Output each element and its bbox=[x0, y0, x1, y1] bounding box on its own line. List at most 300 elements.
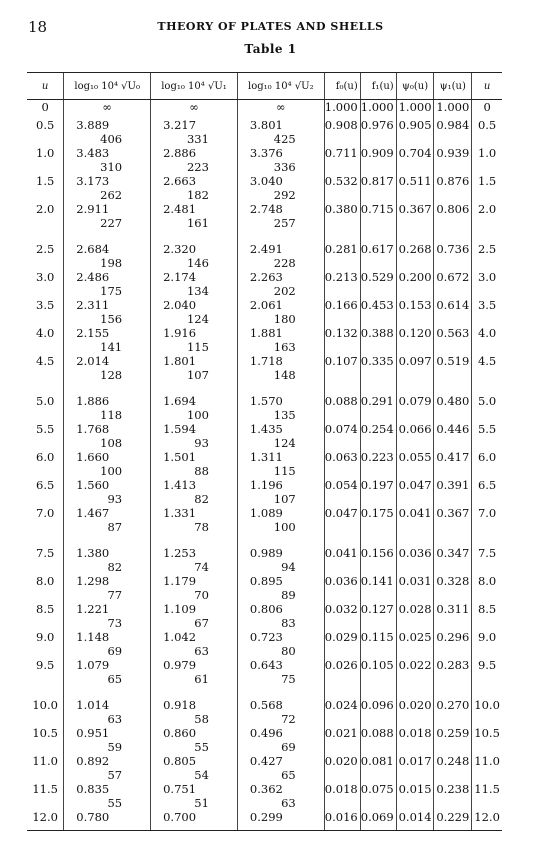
log-value: 3.483 bbox=[76, 146, 110, 160]
cell-u: 5.0 bbox=[36, 394, 55, 408]
cell-psi1: 0.480 bbox=[434, 394, 472, 422]
log-value: 1.570 bbox=[249, 394, 283, 408]
log-difference: 425 bbox=[273, 132, 296, 146]
cell-f1: 0.529 bbox=[360, 270, 396, 298]
cell-log-b bbox=[151, 326, 238, 354]
log-value: 1.413 bbox=[163, 478, 197, 492]
cell-log-c bbox=[237, 574, 324, 602]
cell-psi1: 0.736 bbox=[434, 242, 472, 270]
log-value: 0.568 bbox=[249, 698, 283, 712]
log-value: 0.860 bbox=[163, 726, 197, 740]
log-value: 0.643 bbox=[249, 658, 283, 672]
cell-f1: 0.453 bbox=[360, 298, 396, 326]
cell-u: 1.5 bbox=[36, 174, 55, 188]
cell-log-a bbox=[64, 100, 151, 119]
cell-f0: 0.024 bbox=[324, 698, 360, 726]
log-value: 0.751 bbox=[163, 782, 197, 796]
cell-psi1: 0.259 bbox=[434, 726, 472, 754]
cell-psi1: 0.391 bbox=[434, 478, 472, 506]
cell-f0: 0.047 bbox=[324, 506, 360, 534]
log-difference: 51 bbox=[194, 796, 209, 810]
cell-u: 7.5 bbox=[36, 546, 55, 560]
log-value: 0.979 bbox=[163, 658, 197, 672]
cell-log-c bbox=[237, 202, 324, 230]
cell-log-b bbox=[151, 630, 238, 658]
gap-cell bbox=[27, 534, 64, 546]
log-value: 0.951 bbox=[76, 726, 110, 740]
cell-psi0: 0.018 bbox=[396, 726, 434, 754]
row-group-gap bbox=[27, 534, 502, 546]
cell-f1: 0.075 bbox=[360, 782, 396, 810]
cell-psi0: 1.000 bbox=[396, 100, 434, 119]
cell-log-a bbox=[64, 202, 151, 230]
cell-log-c bbox=[237, 658, 324, 686]
cell-f0: 1.000 bbox=[324, 100, 360, 119]
log-difference: 94 bbox=[281, 560, 296, 574]
cell-u: 1.0 bbox=[36, 146, 55, 160]
log-value: 1.311 bbox=[249, 450, 283, 464]
table-row bbox=[27, 422, 502, 450]
cell-psi1: 0.328 bbox=[434, 574, 472, 602]
cell-u-right: 10.5 bbox=[472, 726, 502, 754]
cell-log-c bbox=[237, 118, 324, 146]
cell-u: 9.5 bbox=[36, 658, 55, 672]
log-difference: 124 bbox=[273, 436, 296, 450]
cell-psi0: 0.200 bbox=[396, 270, 434, 298]
cell-u-right: 4.5 bbox=[472, 354, 502, 382]
cell-log-a bbox=[64, 602, 151, 630]
table-row bbox=[27, 100, 502, 119]
table-row bbox=[27, 270, 502, 298]
cell-u: 3.5 bbox=[36, 298, 55, 312]
gap-cell bbox=[396, 382, 434, 394]
log-difference: 148 bbox=[273, 368, 296, 382]
log-value: 2.491 bbox=[249, 242, 283, 256]
log-difference: 93 bbox=[194, 436, 209, 450]
log-value: 0.892 bbox=[76, 754, 110, 768]
cell-log-c bbox=[237, 602, 324, 630]
cell-log-c bbox=[237, 450, 324, 478]
log-value: 0.895 bbox=[249, 574, 283, 588]
gap-cell bbox=[64, 230, 151, 242]
cell-log-c bbox=[237, 146, 324, 174]
log-difference: 59 bbox=[107, 740, 123, 754]
cell-psi0: 0.120 bbox=[396, 326, 434, 354]
cell-u: 8.0 bbox=[36, 574, 55, 588]
cell-u-right: 1.0 bbox=[472, 146, 502, 174]
cell-psi0: 0.905 bbox=[396, 118, 434, 146]
log-difference: 336 bbox=[273, 160, 296, 174]
cell-log-c bbox=[237, 726, 324, 754]
cell-log-b bbox=[151, 174, 238, 202]
cell-log-b bbox=[151, 450, 238, 478]
log-difference: 141 bbox=[100, 340, 123, 354]
gap-cell bbox=[434, 686, 472, 698]
log-value: 0.918 bbox=[163, 698, 197, 712]
cell-log-b bbox=[151, 202, 238, 230]
gap-cell bbox=[434, 230, 472, 242]
cell-f0: 0.166 bbox=[324, 298, 360, 326]
cell-f1: 0.909 bbox=[360, 146, 396, 174]
cell-psi1: 0.311 bbox=[434, 602, 472, 630]
log-value: 2.663 bbox=[163, 174, 197, 188]
log-value: 0.780 bbox=[76, 810, 110, 824]
gap-cell bbox=[360, 686, 396, 698]
cell-log-a bbox=[64, 658, 151, 686]
cell-psi1: 0.446 bbox=[434, 422, 472, 450]
table-row bbox=[27, 574, 502, 602]
cell-log-a bbox=[64, 394, 151, 422]
cell-log-c bbox=[237, 270, 324, 298]
log-value: 0.723 bbox=[249, 630, 283, 644]
log-difference: 156 bbox=[100, 312, 123, 326]
log-value: 3.173 bbox=[76, 174, 110, 188]
table-row bbox=[27, 146, 502, 174]
table-row bbox=[27, 546, 502, 574]
cell-psi0: 0.511 bbox=[396, 174, 434, 202]
log-value: 1.694 bbox=[163, 394, 197, 408]
log-value: 1.331 bbox=[163, 506, 197, 520]
cell-f1: 0.715 bbox=[360, 202, 396, 230]
cell-f1: 0.291 bbox=[360, 394, 396, 422]
cell-log-b bbox=[151, 146, 238, 174]
log-value: 2.040 bbox=[163, 298, 197, 312]
cell-u: 11.0 bbox=[32, 754, 58, 768]
log-value: 2.174 bbox=[163, 270, 197, 284]
cell-log-b bbox=[151, 394, 238, 422]
cell-u: 2.0 bbox=[36, 202, 55, 216]
cell-log-a bbox=[64, 478, 151, 506]
cell-log-b bbox=[151, 754, 238, 782]
cell-log-a bbox=[64, 270, 151, 298]
log-value: 0.299 bbox=[249, 810, 283, 824]
log-difference: 54 bbox=[194, 768, 209, 782]
cell-psi1: 0.248 bbox=[434, 754, 472, 782]
log-difference: 69 bbox=[107, 644, 123, 658]
data-table-container bbox=[27, 72, 502, 831]
log-value: 3.801 bbox=[249, 118, 283, 132]
cell-log-c bbox=[237, 242, 324, 270]
cell-log-c bbox=[237, 698, 324, 726]
log-difference: 87 bbox=[107, 520, 123, 534]
cell-f1: 0.254 bbox=[360, 422, 396, 450]
cell-f0: 0.281 bbox=[324, 242, 360, 270]
cell-f0: 0.711 bbox=[324, 146, 360, 174]
cell-psi0: 0.047 bbox=[396, 478, 434, 506]
header-f0: f₀(u) bbox=[324, 73, 360, 100]
gap-cell bbox=[237, 686, 324, 698]
cell-log-c bbox=[237, 506, 324, 534]
cell-log-b bbox=[151, 118, 238, 146]
log-value: 1.042 bbox=[163, 630, 197, 644]
table-row bbox=[27, 478, 502, 506]
cell-log-a bbox=[64, 810, 151, 831]
cell-f0: 0.021 bbox=[324, 726, 360, 754]
cell-log-b bbox=[151, 354, 238, 382]
log-difference: 63 bbox=[107, 712, 123, 726]
log-difference: 406 bbox=[100, 132, 123, 146]
log-difference: 88 bbox=[194, 464, 209, 478]
cell-log-b bbox=[151, 658, 238, 686]
log-value: 3.217 bbox=[163, 118, 197, 132]
cell-psi1: 0.614 bbox=[434, 298, 472, 326]
cell-psi0: 0.079 bbox=[396, 394, 434, 422]
log-value: 1.253 bbox=[163, 546, 197, 560]
gap-cell bbox=[237, 382, 324, 394]
log-difference: 257 bbox=[273, 216, 296, 230]
cell-f1: 0.127 bbox=[360, 602, 396, 630]
log-value: 0.700 bbox=[163, 810, 197, 824]
table-row bbox=[27, 354, 502, 382]
table-header-row bbox=[27, 73, 502, 100]
gap-cell bbox=[360, 534, 396, 546]
gap-cell bbox=[396, 230, 434, 242]
log-difference: 58 bbox=[194, 712, 209, 726]
cell-f0: 0.380 bbox=[324, 202, 360, 230]
cell-u: 8.5 bbox=[36, 602, 55, 616]
cell-log-a bbox=[64, 450, 151, 478]
cell-psi1: 0.984 bbox=[434, 118, 472, 146]
log-value: 2.911 bbox=[76, 202, 110, 216]
cell-psi0: 0.017 bbox=[396, 754, 434, 782]
cell-f1: 0.976 bbox=[360, 118, 396, 146]
running-head: THEORY OF PLATES AND SHELLS bbox=[157, 20, 384, 33]
cell-u-right: 8.5 bbox=[472, 602, 502, 630]
cell-f0: 0.036 bbox=[324, 574, 360, 602]
cell-log-a bbox=[64, 422, 151, 450]
log-difference: 78 bbox=[194, 520, 209, 534]
cell-f0: 0.032 bbox=[324, 602, 360, 630]
cell-u-right: 6.0 bbox=[472, 450, 502, 478]
log-value: 1.089 bbox=[249, 506, 283, 520]
cell-psi0: 0.015 bbox=[396, 782, 434, 810]
gap-cell bbox=[237, 534, 324, 546]
header-u: u bbox=[27, 73, 64, 100]
log-value: 3.889 bbox=[76, 118, 110, 132]
cell-u: 10.5 bbox=[32, 726, 58, 740]
gap-cell bbox=[396, 686, 434, 698]
log-value: 1.221 bbox=[76, 602, 110, 616]
cell-psi0: 0.066 bbox=[396, 422, 434, 450]
log-value: 2.014 bbox=[76, 354, 110, 368]
cell-psi1: 0.367 bbox=[434, 506, 472, 534]
cell-u-right: 5.0 bbox=[472, 394, 502, 422]
cell-psi1: 0.939 bbox=[434, 146, 472, 174]
gap-cell bbox=[324, 230, 360, 242]
cell-log-c bbox=[237, 100, 324, 119]
gap-cell bbox=[324, 534, 360, 546]
table-body bbox=[27, 100, 502, 831]
cell-f1: 0.081 bbox=[360, 754, 396, 782]
cell-log-a bbox=[64, 546, 151, 574]
cell-u-right: 5.5 bbox=[472, 422, 502, 450]
table-row bbox=[27, 810, 502, 831]
log-difference: 75 bbox=[281, 672, 296, 686]
log-difference: 202 bbox=[273, 284, 296, 298]
cell-log-b bbox=[151, 782, 238, 810]
cell-log-c bbox=[237, 174, 324, 202]
log-value: 1.881 bbox=[249, 326, 283, 340]
cell-u-right: 11.5 bbox=[472, 782, 502, 810]
log-difference: 93 bbox=[107, 492, 123, 506]
log-difference: 262 bbox=[100, 188, 123, 202]
cell-log-b bbox=[151, 506, 238, 534]
gap-cell bbox=[151, 382, 238, 394]
cell-psi1: 1.000 bbox=[434, 100, 472, 119]
log-value: 1.014 bbox=[76, 698, 110, 712]
cell-f0: 0.063 bbox=[324, 450, 360, 478]
log-difference: 198 bbox=[100, 256, 123, 270]
cell-f1: 0.335 bbox=[360, 354, 396, 382]
log-value: 0.806 bbox=[249, 602, 283, 616]
gap-cell bbox=[434, 534, 472, 546]
cell-u-right: 6.5 bbox=[472, 478, 502, 506]
cell-f0: 0.908 bbox=[324, 118, 360, 146]
log-difference: 223 bbox=[186, 160, 209, 174]
log-value: 2.320 bbox=[163, 242, 197, 256]
cell-psi1: 0.296 bbox=[434, 630, 472, 658]
cell-psi0: 0.041 bbox=[396, 506, 434, 534]
log-difference: 108 bbox=[100, 436, 123, 450]
log-value: 1.196 bbox=[249, 478, 283, 492]
log-difference: 331 bbox=[186, 132, 209, 146]
log-difference: 115 bbox=[186, 340, 209, 354]
cell-log-a bbox=[64, 298, 151, 326]
gap-cell bbox=[434, 382, 472, 394]
cell-psi1: 0.672 bbox=[434, 270, 472, 298]
log-value: 0.805 bbox=[163, 754, 197, 768]
log-value: 2.886 bbox=[163, 146, 197, 160]
log-value: 2.061 bbox=[249, 298, 283, 312]
log-difference: 100 bbox=[100, 464, 123, 478]
cell-u-right: 3.0 bbox=[472, 270, 502, 298]
header-psi1: ψ₁(u) bbox=[434, 73, 472, 100]
gap-cell bbox=[64, 534, 151, 546]
cell-psi0: 0.097 bbox=[396, 354, 434, 382]
cell-psi0: 0.020 bbox=[396, 698, 434, 726]
cell-u-right: 8.0 bbox=[472, 574, 502, 602]
cell-log-c bbox=[237, 546, 324, 574]
cell-log-b bbox=[151, 298, 238, 326]
cell-u: 6.0 bbox=[36, 450, 55, 464]
log-value: 1.768 bbox=[76, 422, 110, 436]
cell-log-b bbox=[151, 422, 238, 450]
gap-cell bbox=[27, 686, 64, 698]
cell-log-b bbox=[151, 698, 238, 726]
cell-u: 0 bbox=[41, 100, 49, 114]
cell-u-right: 9.0 bbox=[472, 630, 502, 658]
log-value: 1.916 bbox=[163, 326, 197, 340]
cell-psi0: 0.367 bbox=[396, 202, 434, 230]
cell-f0: 0.026 bbox=[324, 658, 360, 686]
log-difference: 83 bbox=[281, 616, 296, 630]
table-row bbox=[27, 602, 502, 630]
log-value: 1.594 bbox=[163, 422, 197, 436]
log-difference: 63 bbox=[281, 796, 296, 810]
log-difference: 146 bbox=[186, 256, 209, 270]
log-difference: 82 bbox=[107, 560, 123, 574]
gap-cell bbox=[151, 534, 238, 546]
log-difference: 292 bbox=[273, 188, 296, 202]
gap-cell bbox=[151, 230, 238, 242]
log-value: 1.179 bbox=[163, 574, 197, 588]
log-value: 0.362 bbox=[249, 782, 283, 796]
log-difference: 175 bbox=[100, 284, 123, 298]
log-difference: 57 bbox=[107, 768, 123, 782]
cell-psi1: 0.347 bbox=[434, 546, 472, 574]
cell-u: 5.5 bbox=[36, 422, 55, 436]
cell-log-a bbox=[64, 146, 151, 174]
log-difference: 115 bbox=[273, 464, 296, 478]
cell-u: 10.0 bbox=[32, 698, 58, 712]
log-value: 1.380 bbox=[76, 546, 110, 560]
cell-psi1: 0.563 bbox=[434, 326, 472, 354]
cell-u: 7.0 bbox=[36, 506, 55, 520]
header-u-right: u bbox=[472, 73, 502, 100]
cell-psi1: 0.519 bbox=[434, 354, 472, 382]
cell-log-b bbox=[151, 574, 238, 602]
gap-cell bbox=[396, 534, 434, 546]
gap-cell bbox=[27, 230, 64, 242]
cell-psi1: 0.270 bbox=[434, 698, 472, 726]
cell-u: 12.0 bbox=[27, 810, 64, 831]
cell-psi0: 0.022 bbox=[396, 658, 434, 686]
log-difference: 161 bbox=[186, 216, 209, 230]
row-group-gap bbox=[27, 230, 502, 242]
log-value: 0.427 bbox=[249, 754, 283, 768]
log-difference: 134 bbox=[186, 284, 209, 298]
cell-log-c bbox=[237, 810, 324, 831]
cell-u-right: 7.0 bbox=[472, 506, 502, 534]
cell-f1: 0.817 bbox=[360, 174, 396, 202]
row-group-gap bbox=[27, 382, 502, 394]
cell-f1: 0.088 bbox=[360, 726, 396, 754]
cell-log-c bbox=[237, 478, 324, 506]
table-row bbox=[27, 118, 502, 146]
log-difference: 70 bbox=[194, 588, 209, 602]
cell-log-b bbox=[151, 242, 238, 270]
table-row bbox=[27, 174, 502, 202]
cell-u: 3.0 bbox=[36, 270, 55, 284]
gap-cell bbox=[360, 382, 396, 394]
cell-f0: 0.074 bbox=[324, 422, 360, 450]
cell-f1: 0.115 bbox=[360, 630, 396, 658]
log-value: 1.467 bbox=[76, 506, 110, 520]
cell-f0: 0.018 bbox=[324, 782, 360, 810]
cell-f0: 0.029 bbox=[324, 630, 360, 658]
table-row bbox=[27, 506, 502, 534]
cell-u: 4.0 bbox=[36, 326, 55, 340]
log-difference: 80 bbox=[281, 644, 296, 658]
log-value: 1.560 bbox=[76, 478, 110, 492]
log-difference: 135 bbox=[273, 408, 296, 422]
log-difference: 227 bbox=[100, 216, 123, 230]
table-row bbox=[27, 658, 502, 686]
log-difference: 228 bbox=[273, 256, 296, 270]
cell-u-right: 2.0 bbox=[472, 202, 502, 230]
gap-cell bbox=[360, 230, 396, 242]
cell-f0: 0.016 bbox=[324, 810, 360, 831]
log-value: 2.155 bbox=[76, 326, 110, 340]
cell-psi0: 0.014 bbox=[396, 810, 434, 831]
cell-log-c bbox=[237, 394, 324, 422]
cell-u-right: 9.5 bbox=[472, 658, 502, 686]
cell-log-c bbox=[237, 782, 324, 810]
gap-cell bbox=[64, 686, 151, 698]
cell-log-c bbox=[237, 422, 324, 450]
log-difference: 73 bbox=[107, 616, 123, 630]
cell-f0: 0.132 bbox=[324, 326, 360, 354]
